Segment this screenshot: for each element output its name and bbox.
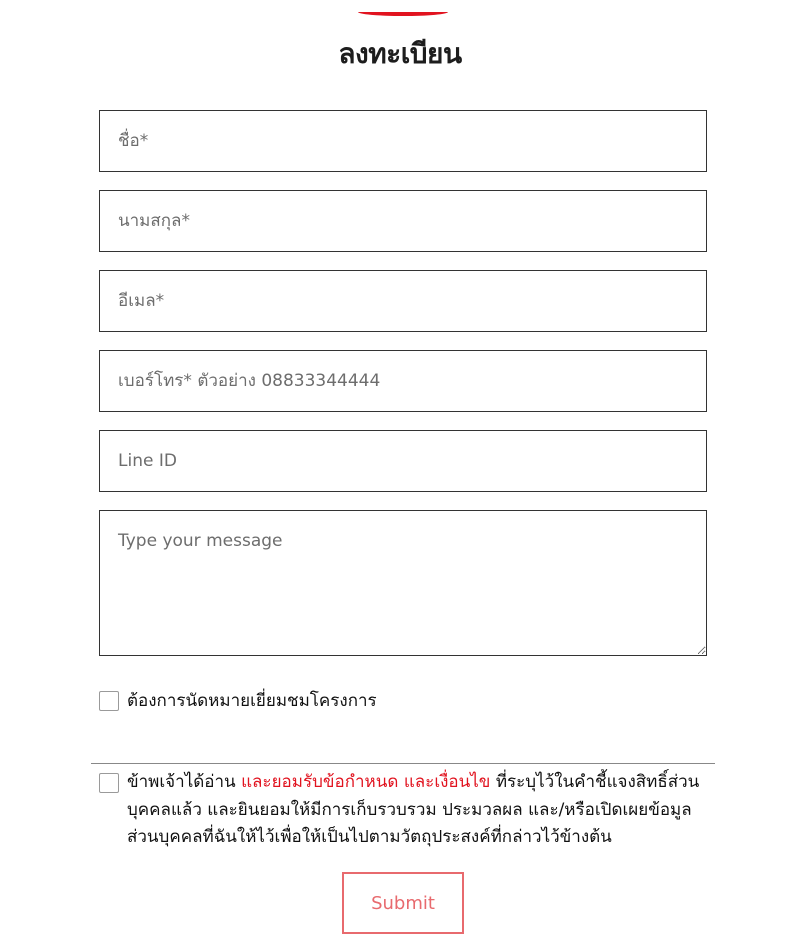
appointment-checkbox[interactable] (99, 691, 119, 711)
divider (91, 763, 715, 764)
page-title: ลงทะเบียน (338, 37, 462, 70)
last-name-input[interactable] (99, 190, 707, 252)
consent-suffix: ที่ระบุไว้ในคำชี้แจงสิทธิ์ส่วนบุคคลแล้ว และยินยอมให้มีการเก็บรวบรวม ประมวลผล และ/หรือเปิดเผยข้อมูลส่วนบุคคลที่ฉันให้ไว้เพื่อให้เป็นไปตามวัตถุประสงค์ที่กล่าวไว้ข้างต้น (127, 772, 700, 847)
title-accent-bar (358, 8, 448, 16)
appointment-checkbox-label: ต้องการนัดหมายเยี่ยมชมโครงการ (127, 691, 377, 711)
email-input[interactable] (99, 270, 707, 332)
first-name-input[interactable] (99, 110, 707, 172)
conditions-link[interactable]: และเงื่อนไข (403, 772, 491, 792)
consent-prefix: ข้าพเจ้าได้อ่าน (127, 772, 242, 792)
consent-checkbox[interactable] (99, 773, 119, 793)
phone-input[interactable] (99, 350, 707, 412)
submit-button[interactable]: Submit (342, 872, 464, 934)
line-id-input[interactable] (99, 430, 707, 492)
message-textarea[interactable] (99, 510, 707, 656)
terms-link[interactable]: และยอมรับข้อกำหนด (241, 772, 399, 792)
consent-text (127, 769, 712, 852)
